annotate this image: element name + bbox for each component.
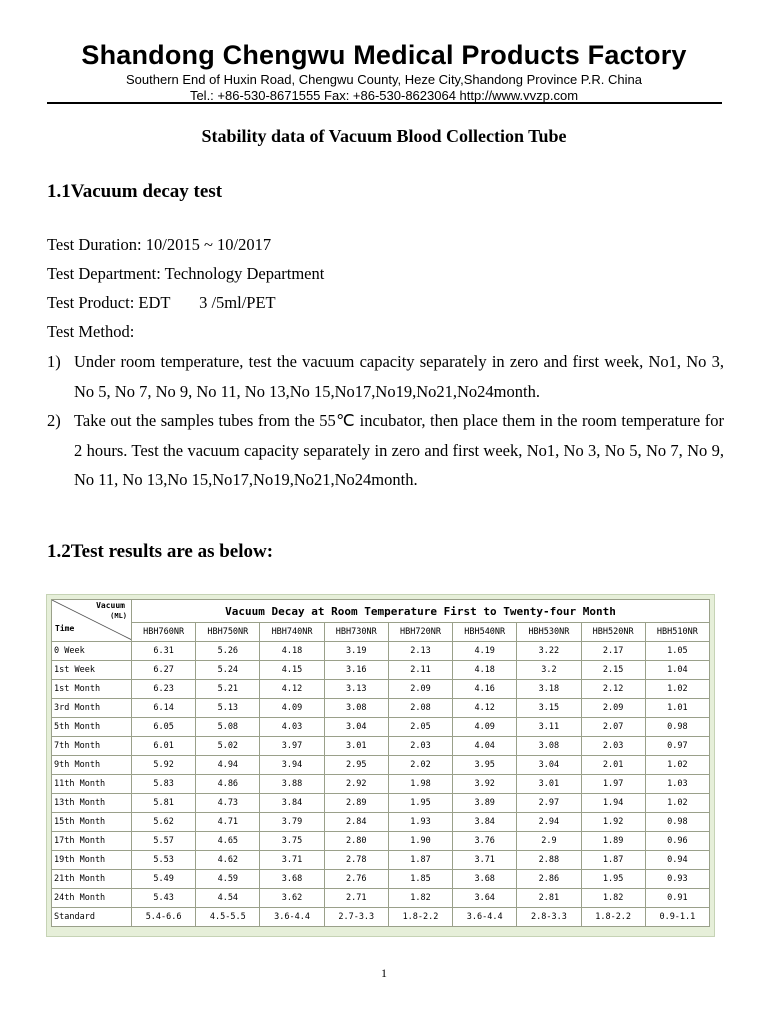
table-cell: 5.53 (132, 851, 196, 870)
table-cell: 6.27 (132, 661, 196, 680)
row-label: 5th Month (52, 718, 132, 737)
table-cell: 5.81 (132, 794, 196, 813)
table-cell: 3.01 (517, 775, 581, 794)
table-cell: 3.6-4.4 (260, 908, 324, 927)
table-cell: 3.76 (453, 832, 517, 851)
table-cell: 6.23 (132, 680, 196, 699)
header-divider (47, 102, 722, 104)
table-cell: 3.68 (260, 870, 324, 889)
table-cell: 4.18 (453, 661, 517, 680)
row-label: 1st Week (52, 661, 132, 680)
table-cell: 2.03 (581, 737, 645, 756)
table-cell: 2.09 (388, 680, 452, 699)
column-header-row (52, 623, 710, 642)
table-cell: 4.59 (196, 870, 260, 889)
table-cell: 5.92 (132, 756, 196, 775)
table-cell: 1.87 (581, 851, 645, 870)
table-cell: 5.83 (132, 775, 196, 794)
table-cell: 4.94 (196, 756, 260, 775)
table-cell: 1.05 (645, 642, 709, 661)
table-cell: 1.92 (581, 813, 645, 832)
table-cell: 4.5-5.5 (196, 908, 260, 927)
table-cell: 4.15 (260, 661, 324, 680)
table-cell: 3.84 (260, 794, 324, 813)
table-cell: 3.75 (260, 832, 324, 851)
table-cell: 2.03 (388, 737, 452, 756)
table-cell: 3.6-4.4 (453, 908, 517, 927)
table-cell: 4.73 (196, 794, 260, 813)
table-cell: 1.01 (645, 699, 709, 718)
table-cell: 1.82 (388, 889, 452, 908)
table-cell: 4.65 (196, 832, 260, 851)
table-cell: 4.19 (453, 642, 517, 661)
table-cell: 1.82 (581, 889, 645, 908)
table-cell: 1.8-2.2 (388, 908, 452, 927)
table-cell: 2.94 (517, 813, 581, 832)
table-cell: 3.62 (260, 889, 324, 908)
table-cell: 3.11 (517, 718, 581, 737)
table-cell: 1.02 (645, 794, 709, 813)
table-cell: 3.92 (453, 775, 517, 794)
column-header: HBH520NR (581, 623, 645, 642)
table-cell: 2.84 (324, 813, 388, 832)
table-row (52, 851, 710, 870)
table-cell: 4.18 (260, 642, 324, 661)
table-cell: 5.49 (132, 870, 196, 889)
table-cell: 1.94 (581, 794, 645, 813)
table-cell: 5.21 (196, 680, 260, 699)
column-header: HBH720NR (388, 623, 452, 642)
table-cell: 2.02 (388, 756, 452, 775)
table-cell: 2.17 (581, 642, 645, 661)
table-body (52, 642, 710, 927)
company-address: Southern End of Huxin Road, Chengwu County, Heze City,Shandong Province P.R. China (126, 72, 642, 87)
table-cell: 0.93 (645, 870, 709, 889)
table-cell: 3.94 (260, 756, 324, 775)
table-cell: 4.09 (260, 699, 324, 718)
table-row (52, 718, 710, 737)
row-label: 21th Month (52, 870, 132, 889)
table-cell: 2.78 (324, 851, 388, 870)
table-cell: 4.16 (453, 680, 517, 699)
table-cell: 3.64 (453, 889, 517, 908)
table-cell: 2.08 (388, 699, 452, 718)
column-header: HBH530NR (517, 623, 581, 642)
table-cell: 1.98 (388, 775, 452, 794)
table-row (52, 775, 710, 794)
table-cell: 4.86 (196, 775, 260, 794)
table-cell: 5.26 (196, 642, 260, 661)
table-row (52, 889, 710, 908)
table-cell: 5.13 (196, 699, 260, 718)
row-label: 7th Month (52, 737, 132, 756)
table-cell: 2.97 (517, 794, 581, 813)
table-cell: 5.4-6.6 (132, 908, 196, 927)
table-cell: 1.93 (388, 813, 452, 832)
table-cell: 3.04 (324, 718, 388, 737)
table-cell: 3.22 (517, 642, 581, 661)
table-cell: 2.01 (581, 756, 645, 775)
table-cell: 3.18 (517, 680, 581, 699)
table-cell: 1.04 (645, 661, 709, 680)
table-row (52, 870, 710, 889)
corner-time-label: Time (55, 624, 75, 633)
table-cell: 2.71 (324, 889, 388, 908)
row-label: Standard (52, 908, 132, 927)
table-row (52, 794, 710, 813)
table-cell: 1.02 (645, 680, 709, 699)
table-cell: 3.95 (453, 756, 517, 775)
table-cell: 1.97 (581, 775, 645, 794)
table-cell: 2.09 (581, 699, 645, 718)
table-cell: 2.9 (517, 832, 581, 851)
table-cell: 3.2 (517, 661, 581, 680)
table-cell: 2.11 (388, 661, 452, 680)
table-cell: 6.14 (132, 699, 196, 718)
table-cell: 1.02 (645, 756, 709, 775)
table-cell: 3.19 (324, 642, 388, 661)
table-cell: 3.04 (517, 756, 581, 775)
table-cell: 1.03 (645, 775, 709, 794)
table-caption: Vacuum Decay at Room Temperature First to Twenty-four Month (132, 600, 710, 623)
row-label: 15th Month (52, 813, 132, 832)
method-item-number: 2) (47, 411, 61, 430)
table-cell: 3.71 (260, 851, 324, 870)
table-cell: 3.08 (324, 699, 388, 718)
table-row (52, 813, 710, 832)
row-label: 9th Month (52, 756, 132, 775)
vacuum-decay-table (51, 599, 710, 927)
table-cell: 6.31 (132, 642, 196, 661)
method-item-number: 1) (47, 352, 61, 371)
section-heading-vacuum-decay: 1.1Vacuum decay test (47, 181, 223, 202)
column-header: HBH510NR (645, 623, 709, 642)
table-cell: 3.16 (324, 661, 388, 680)
table-cell: 3.88 (260, 775, 324, 794)
table-row (52, 642, 710, 661)
table-cell: 1.90 (388, 832, 452, 851)
table-cell: 4.12 (453, 699, 517, 718)
company-name: Shandong Chengwu Medical Products Factory (81, 40, 687, 70)
table-cell: 1.8-2.2 (581, 908, 645, 927)
row-label: 0 Week (52, 642, 132, 661)
table-cell: 1.85 (388, 870, 452, 889)
row-label: 13th Month (52, 794, 132, 813)
table-cell: 3.15 (517, 699, 581, 718)
table-cell: 0.91 (645, 889, 709, 908)
table-cell: 3.89 (453, 794, 517, 813)
table-cell: 0.9-1.1 (645, 908, 709, 927)
table-cell: 1.95 (388, 794, 452, 813)
row-label: 1st Month (52, 680, 132, 699)
table-cell: 1.87 (388, 851, 452, 870)
table-cell: 5.02 (196, 737, 260, 756)
results-table-frame (46, 594, 715, 937)
table-row (52, 737, 710, 756)
table-cell: 0.98 (645, 718, 709, 737)
table-cell: 2.81 (517, 889, 581, 908)
table-corner-header (52, 600, 132, 642)
table-cell: 6.05 (132, 718, 196, 737)
table-row (52, 832, 710, 851)
table-cell: 4.09 (453, 718, 517, 737)
table-cell: 4.03 (260, 718, 324, 737)
table-row (52, 908, 710, 927)
table-cell: 3.79 (260, 813, 324, 832)
test-duration: Test Duration: 10/2015 ~ 10/2017 (47, 235, 272, 254)
table-cell: 4.04 (453, 737, 517, 756)
table-cell: 5.24 (196, 661, 260, 680)
table-cell: 4.12 (260, 680, 324, 699)
table-cell: 0.96 (645, 832, 709, 851)
table-cell: 2.80 (324, 832, 388, 851)
table-cell: 2.15 (581, 661, 645, 680)
table-cell: 2.7-3.3 (324, 908, 388, 927)
section-heading-results: 1.2Test results are as below: (47, 541, 274, 562)
table-cell: 4.54 (196, 889, 260, 908)
corner-unit-label: (ML) (110, 612, 127, 620)
table-cell: 2.89 (324, 794, 388, 813)
test-product: Test Product: EDT 3 /5ml/PET (47, 293, 276, 312)
table-cell: 3.97 (260, 737, 324, 756)
table-cell: 2.95 (324, 756, 388, 775)
row-label: 24th Month (52, 889, 132, 908)
table-cell: 5.43 (132, 889, 196, 908)
table-cell: 0.94 (645, 851, 709, 870)
table-cell: 3.71 (453, 851, 517, 870)
table-cell: 1.95 (581, 870, 645, 889)
table-cell: 1.89 (581, 832, 645, 851)
table-cell: 3.68 (453, 870, 517, 889)
table-row (52, 699, 710, 718)
row-label: 11th Month (52, 775, 132, 794)
table-cell: 2.88 (517, 851, 581, 870)
method-item-text: Under room temperature, test the vacuum capacity separately in zero and first week, No1, No 3, No 5, No 7, No 9, No 11, No 13,No 15,No17,No19,No21,No24month. (74, 352, 724, 401)
corner-vacuum-label: Vacuum (96, 601, 125, 610)
table-cell: 3.08 (517, 737, 581, 756)
table-row (52, 680, 710, 699)
table-cell: 2.76 (324, 870, 388, 889)
column-header: HBH750NR (196, 623, 260, 642)
method-item-text: Take out the samples tubes from the 55℃ incubator, then place them in the room temperature for 2 hours. Test the vacuum capacity separately in zero and first week, No1, No 3, No 5, No 7, No 9, No 11, No 13,No 15,No17,No19,No21,No24month. (74, 411, 724, 489)
table-cell: 2.07 (581, 718, 645, 737)
column-header: HBH760NR (132, 623, 196, 642)
table-cell: 0.98 (645, 813, 709, 832)
table-cell: 2.8-3.3 (517, 908, 581, 927)
column-header: HBH740NR (260, 623, 324, 642)
table-cell: 5.62 (132, 813, 196, 832)
test-department: Test Department: Technology Department (47, 264, 325, 283)
row-label: 3rd Month (52, 699, 132, 718)
table-cell: 3.01 (324, 737, 388, 756)
table-cell: 5.08 (196, 718, 260, 737)
document-title: Stability data of Vacuum Blood Collection Tube (201, 126, 567, 146)
table-cell: 4.71 (196, 813, 260, 832)
row-label: 19th Month (52, 851, 132, 870)
table-cell: 2.86 (517, 870, 581, 889)
table-cell: 2.92 (324, 775, 388, 794)
row-label: 17th Month (52, 832, 132, 851)
table-row (52, 661, 710, 680)
column-header: HBH540NR (453, 623, 517, 642)
table-cell: 2.13 (388, 642, 452, 661)
table-cell: 3.84 (453, 813, 517, 832)
table-cell: 6.01 (132, 737, 196, 756)
page-number: 1 (381, 966, 387, 980)
table-cell: 2.12 (581, 680, 645, 699)
table-cell: 4.62 (196, 851, 260, 870)
table-cell: 2.05 (388, 718, 452, 737)
table-cell: 5.57 (132, 832, 196, 851)
column-header: HBH730NR (324, 623, 388, 642)
company-contact: Tel.: +86-530-8671555 Fax: +86-530-8623064 http://www.vvzp.com (189, 88, 579, 103)
table-row (52, 756, 710, 775)
table-cell: 3.13 (324, 680, 388, 699)
test-method-label: Test Method: (47, 322, 135, 341)
table-cell: 0.97 (645, 737, 709, 756)
